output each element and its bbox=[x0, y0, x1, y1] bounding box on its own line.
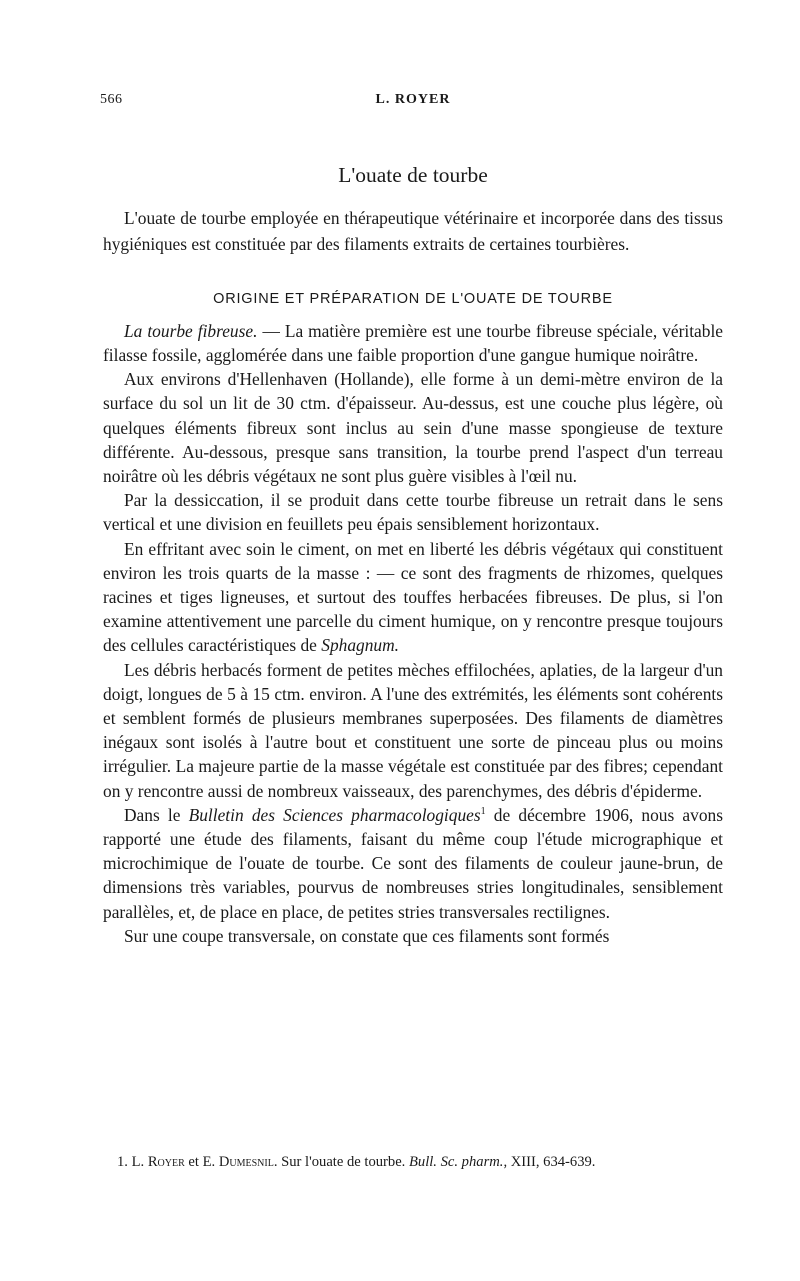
paragraph-4 bbox=[103, 537, 723, 658]
footnote-author-2: E. Dumesnil. bbox=[202, 1154, 278, 1170]
article-title: L'ouate de tourbe bbox=[338, 163, 488, 187]
footnote-joiner: et bbox=[184, 1154, 203, 1170]
footnote-ref: , XIII, 634-639. bbox=[503, 1154, 596, 1170]
page bbox=[100, 92, 723, 1170]
footnote-author-1: L. Royer bbox=[131, 1154, 185, 1170]
paragraph-1-text: — La matière première est une tourbe fibreuse spéciale, véritable filasse fossile, agglomérée dans une faible proportion d'une gangue humique noirâtre. bbox=[103, 320, 723, 366]
footnote bbox=[103, 1154, 723, 1171]
footnote-text: Sur l'ouate de tourbe. bbox=[277, 1154, 409, 1170]
running-title: L. ROYER bbox=[375, 92, 451, 107]
paragraph-1 bbox=[103, 319, 723, 367]
paragraph-6-after: de décembre 1906, nous avons rapporté une étude des filaments, faisant du même coup l'étude micrographique et microchimique de l'ouate de tourbe. Ce sont des filaments de couleur jaune-brun, de dimensions très variables, pourvus de nombreuses stries longitudinales, sensiblement parallèles, et, de place en place, de petites stries transversales rectilignes. bbox=[103, 804, 723, 922]
paragraph-5: Les débris herbacés forment de petites mèches effilochées, aplaties, de la largeur d'un doigt, longues de 5 à 15 ctm. environ. A l'une des extrémités, les éléments sont cohérents et semblent formés de plusieurs membranes superposées. Des filaments de diamètres inégaux sont isolés à l'autre bout et constituent une sorte de pinceau plus ou moins irrégulier. La majeure partie de la masse végétale est constituée par des fibres; cependant on y rencontre aussi de nombreux vaisseaux, des parenchymes, des débris d'épiderme. bbox=[103, 659, 723, 801]
paragraph-6 bbox=[103, 803, 723, 924]
footnote-number: 1. bbox=[117, 1154, 128, 1170]
paragraph-4-italic: Sphagnum. bbox=[321, 635, 400, 656]
paragraph-2: Aux environs d'Hellenhaven (Hollande), elle forme à un demi-mètre environ de la surface du sol un lit de 30 ctm. d'épaisseur. Au-dessus, est une couche plus légère, où quelques éléments fibreux sont inclus au sein d'une masse spongieuse de texture différente. Au-dessous, presque sans transition, la tourbe prend l'aspect d'un terreau noirâtre où les débris végétaux ne sont plus guère visibles à l'œil nu. bbox=[103, 369, 723, 487]
page-number: 566 bbox=[100, 92, 123, 107]
section-heading: ORIGINE ET PRÉPARATION DE L'OUATE DE TOURBE bbox=[213, 290, 613, 307]
paragraph-4-text: En effritant avec soin le ciment, on met en liberté les débris végétaux qui constituent environ les trois quarts de la masse : — ce sont des fragments de rhizomes, quelques racines et tiges ligneuses, et surtout des touffes herbacées fibreuses. De plus, si l'on examine attentivement une parcelle du ciment humique, on y rencontre presque toujours des cellules caractéristiques de bbox=[103, 538, 723, 656]
paragraph-3: Par la dessiccation, il se produit dans cette tourbe fibreuse un retrait dans le sens vertical et une division en feuillets peu épais sensiblement horizontaux. bbox=[103, 490, 723, 535]
paragraph-7: Sur une coupe transversale, on constate que ces filaments sont formés bbox=[124, 925, 610, 946]
paragraph-6-italic: Bulletin des Sciences pharmacologiques bbox=[188, 804, 481, 825]
paragraph-6-before: Dans le bbox=[124, 804, 189, 825]
intro-paragraph: L'ouate de tourbe employée en thérapeutique vétérinaire et incorporée dans des tissus hygiéniques est constituée par des filaments extraits de certaines tourbières. bbox=[103, 208, 723, 255]
paragraph-1-italic: La tourbe fibreuse. bbox=[124, 320, 258, 341]
body-paragraphs bbox=[103, 319, 723, 948]
footnote-journal: Bull. Sc. pharm. bbox=[408, 1154, 504, 1170]
footnote-marker: 1 bbox=[480, 806, 486, 818]
running-head bbox=[100, 92, 723, 114]
